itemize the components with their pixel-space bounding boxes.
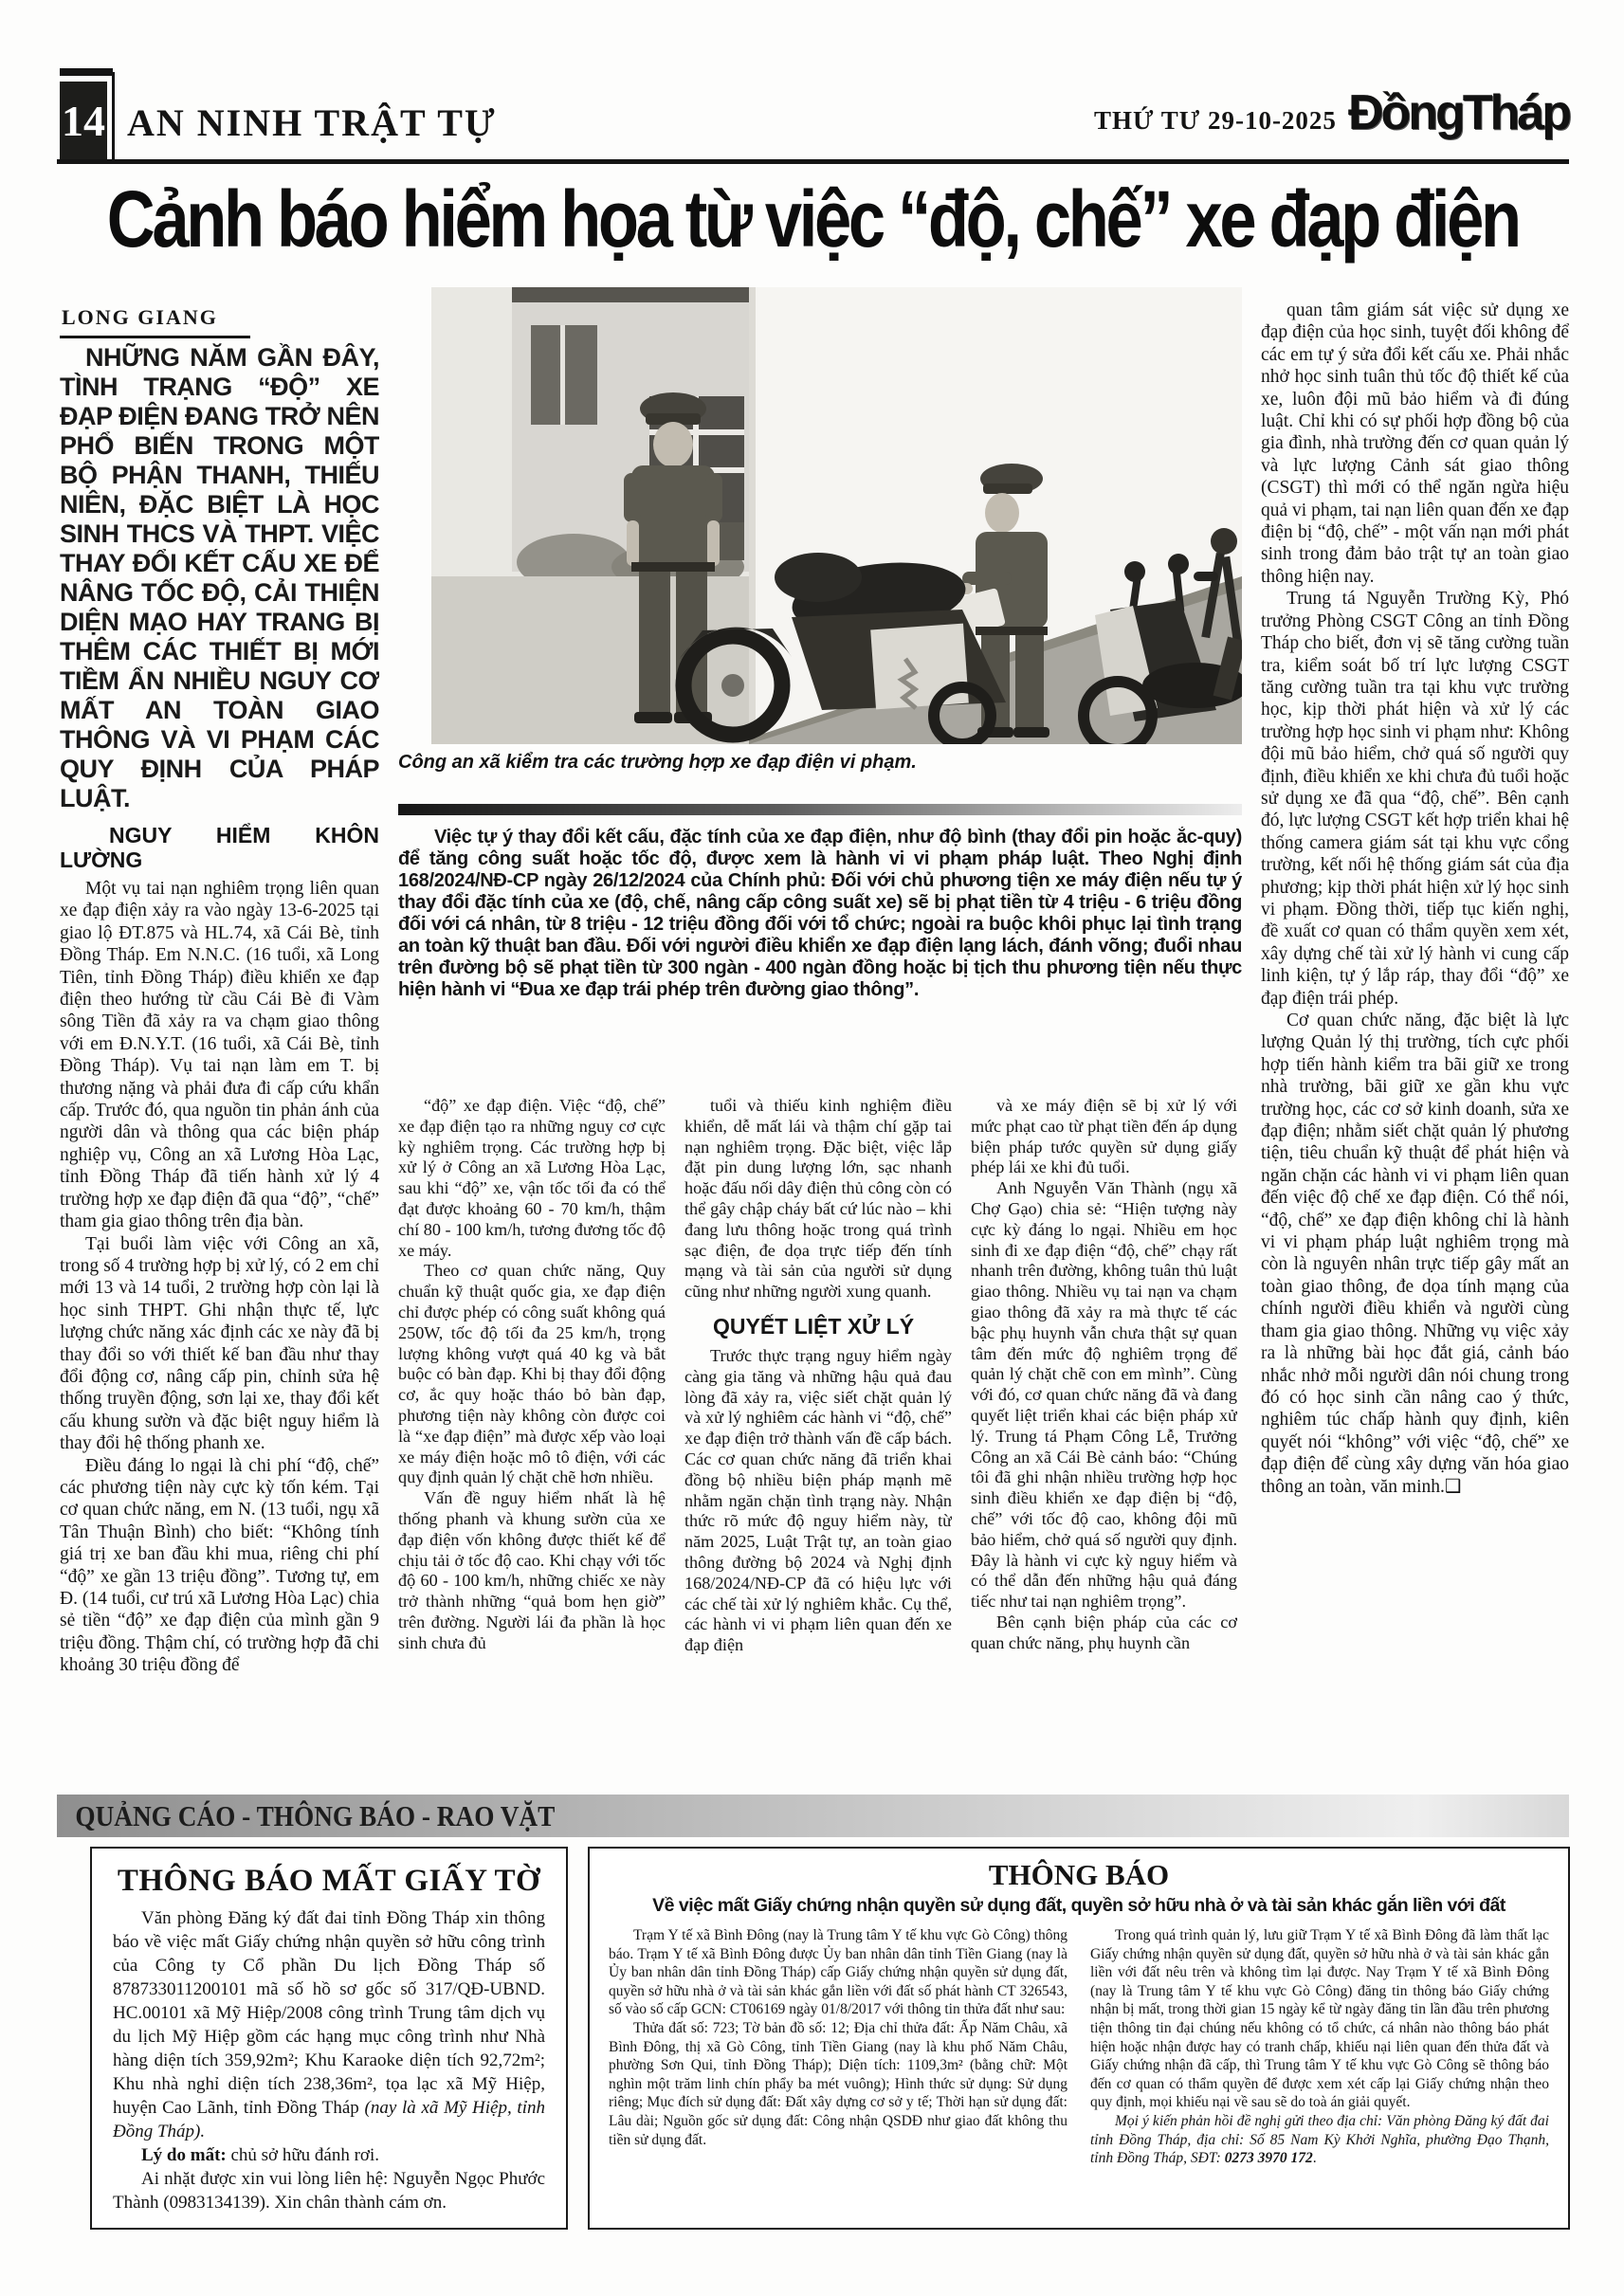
notice-paragraph: Ai nhặt được xin vui lòng liên hệ: Nguyễn Ngọc Phước Thành (0983134139). Xin chân thành cám ơn.: [113, 2169, 545, 2213]
notice-paragraph: Văn phòng Đăng ký đất đai tỉnh Đồng Tháp xin thông báo về việc mất Giấy chứng nhận quyền sở hữu công trình của Công ty Cổ phần Du lịch Đồng Tháp số 878733011200101 mã số hồ sơ gốc số 317/QĐ-UBND. HC.00101 xã Mỹ Hiệp/2008 công trình Trung tâm dịch vụ du lịch Mỹ Hiệp gồm các hạng mục công trình như Nhà hàng diện tích 359,92m²; Khu Karaoke diện tích 92,72m²; Khu nhà nghỉ diện tích 238,36m², tọa lạc xã Mỹ Hiệp, huyện Cao Lãnh, tỉnh Đồng Tháp (nay là xã Mỹ Hiệp, tỉnh Đồng Tháp).: [113, 1908, 545, 2141]
section-heading-1: NGUY HIỂM KHÔN LƯỜNG: [60, 823, 379, 872]
section-title: AN NINH TRẬT TỰ: [127, 101, 497, 144]
article-paragraph: Tại buổi làm việc với Công an xã, trong số 4 trường hợp bị xử lý, có 2 em chỉ mới 13 và 14 tuổi, 2 trường hợp còn lại là học sinh THPT. Ghi nhận thực tế, lực lượng chức năng xác định các xe này đã bị thay đổi so với thiết kế ban đầu như thay đổi động cơ, nâng cấp pin, chỉnh sửa hệ thống truyền động, sơn lại xe, thay đổi kết cấu khung sườn và đặc biệt nguy hiểm là thay đổi hệ thống phanh xe.: [60, 1233, 379, 1454]
page-number-box: 14: [60, 82, 107, 161]
notice2-subtitle: Về việc mất Giấy chứng nhận quyền sử dụng đất, quyền sở hữu nhà ở và tài sản khác gắn liền với đất: [652, 1895, 1505, 1916]
article-paragraph: Theo cơ quan chức năng, Quy chuẩn kỹ thuật quốc gia, xe đạp điện chỉ được phép có công suất không quá 250W, tốc độ tối đa 25 km/h, trọng lượng không vượt quá 40 kg và bắt buộc có bàn đạp. Khi bị thay đổi động cơ, ắc quy hoặc tháo bỏ bàn đạp, phương tiện này không còn được coi là “xe đạp điện” mà được xếp vào loại xe máy điện hoặc mô tô điện, với các quy định quản lý chặt chẽ hơn nhiều.: [398, 1261, 666, 1487]
notice-paragraph: Lý do mất: chủ sở hữu đánh rơi.: [141, 2145, 379, 2165]
article-headline: [57, 176, 1569, 292]
article-lead: NHỮNG NĂM GẦN ĐÂY, TÌNH TRẠNG “ĐỘ” XE ĐẠP ĐIỆN ĐANG TRỞ NÊN PHỔ BIẾN TRONG MỘT BỘ PHẬN THANH, THIẾU NIÊN, ĐẶC BIỆT LÀ HỌC SINH THCS VÀ THPT. VIỆC THAY ĐỔI KẾT CẤU XE ĐỂ NÂNG TỐC ĐỘ, CẢI THIỆN DIỆN MẠO HAY TRANG BỊ THÊM CÁC THIẾT BỊ MỚI TIỀM ẨN NHIỀU NGUY CƠ MẤT AN TOÀN GIAO THÔNG VÀ VI PHẠM CÁC QUY ĐỊNH CỦA PHÁP LUẬT.: [60, 343, 379, 812]
regulation-quote-block: [398, 827, 1242, 1086]
article-paragraph: Điều đáng lo ngại là chi phí “độ, chế” các phương tiện này cực kỳ tốn kém. Tại cơ quan chức năng, em N. (13 tuổi, ngụ xã Tân Thuận Bình) cho biết: “Không tính giá trị xe ban đầu khi mua, riêng chi phí “độ” xe gần 13 triệu đồng”. Tương tự, em Đ. (14 tuổi, cư trú xã Lương Hòa Lạc) chia sẻ tiền “độ” xe đạp điện của mình gần 9 triệu đồng. Thậm chí, có trường hợp đã chi khoảng 30 triệu đồng để: [60, 1455, 379, 1676]
article-paragraph: Trung tá Nguyễn Trường Kỳ, Phó trưởng Phòng CSGT Công an tỉnh Đồng Tháp cho biết, đơn vị sẽ tăng cường tuần tra, kiểm soát bố trí lực lượng CSGT tăng cường tuần tra tại khu vực trường học, kịp thời phát hiện và xử lý các trường hợp học sinh vi phạm như: Không đội mũ bảo hiểm, chở quá số người quy định, điều khiển xe khi chưa đủ tuổi hoặc sử dụng xe đã qua “độ, chế”. Bên cạnh đó, lực lượng CSGT kết hợp triển khai hệ thống camera giám sát tại khu vực cổng trường, kết nối hệ thống giám sát của địa phương; kịp thời phát hiện xử lý học sinh vi phạm. Đồng thời, tiếp tục kiến nghị, đề xuất cơ quan có thẩm quyền xem xét, xây dựng chế tài xử lý hành vi cung cấp linh kiện, tự ý lắp ráp, thay đổi “độ” xe đạp điện trái phép.: [1261, 589, 1569, 1009]
notice2-column-2: [1090, 1926, 1549, 2168]
notice-paragraph: Mọi ý kiến phản hồi đề nghị gửi theo địa chỉ: Văn phòng Đăng ký đất đai tỉnh Đồng Tháp, địa chỉ: Số 85 Nam Kỳ Khởi Nghĩa, phường Đạo Thạnh, tỉnh Đồng Tháp, SĐT: 0273 3970 172.: [1090, 2112, 1549, 2167]
notice2-columns: [590, 1926, 1568, 2168]
article-column-3: [684, 1096, 952, 1788]
article-column-2: [398, 1096, 666, 1788]
article-paragraph: tuổi và thiếu kinh nghiệm điều khiển, dễ mất lái và thậm chí gặp tai nạn nghiêm trọng. Đặc biệt, việc lắp đặt pin dung lượng lớn, sạc nhanh hoặc đấu nối dây điện thủ công còn có thể gây chập cháy bất cứ lúc nào – khi đang lưu thông hoặc trong quá trình sạc điện, đe dọa trực tiếp đến tính mạng và tài sản của người sử dụng cũng như những người xung quanh.: [684, 1096, 952, 1302]
article-paragraph: quan tâm giám sát việc sử dụng xe đạp điện của học sinh, tuyệt đối không để các em tự ý sửa đổi kết cấu xe. Phải nhắc nhở học sinh tuân thủ tốc độ thiết kế của xe, luôn đội mũ bảo hiểm và đi đúng luật. Chỉ khi có sự phối hợp đồng bộ của gia đình, nhà trường đến cơ quan quản lý và lực lượng Cảnh sát giao thông (CSGT) thì mới có thể ngăn ngừa hiệu quả vi phạm, tai nạn liên quan đến xe đạp điện bị “độ, chế” - một vấn nạn mới phát sinh trong đảm bảo trật tự an toàn giao thông hiện nay.: [1261, 301, 1569, 587]
article-photo: [431, 287, 1242, 744]
notice-lost-land-certificate: [588, 1847, 1570, 2230]
article-paragraph: Trước thực trạng nguy hiểm ngày càng gia tăng và những hậu quả đau lòng đã xảy ra, việc siết chặt quản lý và xử lý nghiêm các hành vi “độ, chế” xe đạp điện trở thành vấn đề cấp bách. Các cơ quan chức năng đã triển khai đồng bộ nhiều biện pháp mạnh mẽ nhằm ngăn chặn tình trạng này. Nhận thức rõ mức độ nguy hiểm này, từ năm 2025, Luật Trật tự, an toàn giao thông đường bộ 2024 và Nghị định 168/2024/NĐ-CP đã có hiệu lực với các chế tài xử lý nghiêm khắc. Cụ thể, các hành vi vi phạm liên quan đến xe đạp điện: [684, 1345, 952, 1655]
article-column-4: [971, 1096, 1237, 1788]
article-paragraph: Một vụ tai nạn nghiêm trọng liên quan xe đạp điện xảy ra vào ngày 13-6-2025 tại giao lộ ĐT.875 và HL.74, xã Cái Bè, tỉnh Đồng Tháp. Em N.N.C. (16 tuổi, xã Long Tiên, tỉnh Đồng Tháp) điều khiển xe đạp điện theo hướng từ cầu Cái Bè đi Vàm sông Tiền đã xảy ra va chạm giao thông với em Đ.N.Y.T. (16 tuổi, xã Cái Bè, tỉnh Đồng Tháp). Vụ tai nạn làm em T. bị thương nặng và phải đưa đi cấp cứu khẩn cấp. Trước đó, qua nguồn tin phản ánh của người dân và thông qua các biện pháp nghiệp vụ, Công an xã Lương Hòa Lạc, tỉnh Đồng Tháp đã tiến hành xử lý 4 trường hợp xe đạp điện đã qua “độ”, “chế” tham gia giao thông trên địa bàn.: [60, 879, 379, 1232]
article-paragraph: và xe máy điện sẽ bị xử lý với mức phạt cao từ phạt tiền đến áp dụng biện pháp tước quyền sử dụng giấy phép lái xe khi đủ tuổi.: [971, 1096, 1237, 1177]
notice1-body: [92, 1906, 566, 2214]
headline-text: Cảnh báo hiểm họa từ việc “độ, chế” xe đạp điện: [107, 174, 1519, 264]
article-paragraph: “độ” xe đạp điện. Việc “độ, chế” xe đạp điện tạo ra những nguy cơ cực kỳ nghiêm trọng. Các trường hợp bị xử lý ở Công an xã Lương Hòa Lạc, sau khi “độ” xe, vận tốc tối đa có thể đạt được khoảng 60 - 70 km/h, thậm chí 80 - 100 km/h, tương đương tốc độ xe máy.: [398, 1096, 666, 1260]
notice-paragraph: Thửa đất số: 723; Tờ bản đồ số: 12; Địa chỉ thửa đất: Ấp Năm Châu, xã Bình Đông, thị xã Gò Công, tỉnh Tiền Giang (nay là khu phố Năm Châu, phường Sơn Qui, tỉnh Đồng Tháp); Diện tích: 1109,3m² (bằng chữ: Một nghìn một trăm linh chín phẩy ba mét vuông); Hình thức sử dụng: Sử dụng riêng; Mục đích sử dụng đất: Đất xây dựng cơ sở y tế; Thời hạn sử dụng đất: Lâu dài; Nguồn gốc sử dụng đất: Công nhận QSDĐ như giao đất không thu tiền sử dụng đất.: [609, 2019, 1067, 2148]
masthead-vertical-rule: [112, 72, 115, 161]
issue-date: THỨ TƯ 29-10-2025: [1093, 106, 1337, 135]
newspaper-logo: ĐồngTháp: [1347, 85, 1569, 140]
article-paragraph: Cơ quan chức năng, đặc biệt là lực lượng Quản lý thị trường, tích cực phối hợp tiến hành kiểm tra bãi giữ xe trong nhà trường, bãi giữ xe gần khu vực trường học, các cơ sở kinh doanh, sửa xe đạp điện; nhằm siết chặt quản lý phương tiện, tiêu chuẩn kỹ thuật để phát hiện và ngăn chặn các hành vi vi phạm liên quan đến việc độ chế xe đạp điện. Có thể nói, “độ, chế” xe đạp điện không chỉ là hành vi vi phạm pháp luật nghiêm trọng mà còn là nguyên nhân trực tiếp gây mất an toàn giao thông, đe dọa tính mạng của chính người điều khiển và người cùng tham gia giao thông. Những vụ việc xảy ra là những bài học đắt giá, cảnh báo nhắc nhở mỗi người dân nói chung trong đó có học sinh cần nâng cao ý thức, nghiêm túc chấp hành quy định, kiên quyết nói “không” với việc “độ, chế” xe đạp điện để cùng xây dựng văn hóa giao thông an toàn, văn minh.❑: [1261, 1011, 1569, 1497]
byline: LONG GIANG: [60, 305, 250, 338]
article-column-1: [60, 343, 379, 1787]
quote-text: Việc tự ý thay đổi kết cấu, đặc tính của xe đạp điện, như độ bình (thay đổi pin hoặc ắc-quy) để tăng công suất hoặc tốc độ, được xem là hành vi vi phạm pháp luật. Theo Nghị định 168/2024/NĐ-CP ngày 26/12/2024 của Chính phủ: Đối với chủ phương tiện xe máy điện nếu tự ý thay đổi đặc tính của xe (độ, chế, nâng cấp công suất xe) sẽ bị phạt tiền từ 4 triệu - 6 triệu đồng đối với cá nhân, từ 8 triệu - 12 triệu đồng đối với tổ chức; ngoài ra buộc khôi phục lại tình trạng an toàn kỹ thuật ban đầu. Đối với người điều khiển xe đạp điện lạng lách, đánh võng; đuổi nhau trên đường bộ sẽ phạt tiền từ 300 ngàn - 400 ngàn đồng hoặc bị tịch thu phương tiện nếu thực hiện hành vi “Đua xe đạp trái phép trên đường giao thông”.: [398, 827, 1242, 1000]
notice2-column-1: [609, 1926, 1067, 2168]
ads-section-bar: [57, 1795, 1569, 1837]
section-heading-2: QUYẾT LIỆT XỬ LÝ: [713, 1313, 915, 1339]
ads-section-title: QUẢNG CÁO - THÔNG BÁO - RAO VẶT: [75, 1798, 556, 1832]
article-paragraph: Vấn đề nguy hiểm nhất là hệ thống phanh và khung sườn của xe đạp điện vốn không được thiết kế để chịu tải ở tốc độ cao. Khi chạy với tốc độ 60 - 100 km/h, những chiếc xe này trở thành những “quả bom hẹn giờ” trên đường. Người lái đa phần là học sinh chưa đủ: [398, 1488, 666, 1652]
quote-divider-rule: [398, 804, 1242, 815]
photo-caption: Công an xã kiểm tra các trường hợp xe đạp điện vi phạm.: [398, 752, 917, 773]
article-paragraph: Anh Nguyễn Văn Thành (ngụ xã Chợ Gạo) chia sẻ: “Hiện tượng này cực kỳ đáng lo ngại. Nhiều em học sinh đi xe đạp điện “độ, chế” chạy rất nhanh trên đường, không tuân thủ luật giao thông. Nhiều vụ tai nạn va chạm giao thông đã xảy ra mà thực tế các bậc phụ huynh vẫn chưa thật sự quan tâm đến mức độ nghiêm trọng để quản lý chặt chẽ con em mình”. Cùng với đó, cơ quan chức năng đã và đang quyết liệt triển khai các biện pháp xử lý. Trung tá Phạm Công Lễ, Trưởng Công an xã Cái Bè cảnh báo: “Chúng tôi đã ghi nhận nhiều trường hợp học sinh điều khiển xe đạp điện bị “độ, chế” với tốc độ cao, không đội mũ bảo hiểm, chở quá số người quy định. Đây là hành vi cực kỳ nguy hiểm và có thể dẫn đến những hậu quả đáng tiếc như tai nạn nghiêm trọng”.: [971, 1178, 1237, 1612]
notice-paragraph: Trong quá trình quản lý, lưu giữ Trạm Y tế xã Bình Đông đã làm thất lạc Giấy chứng nhận quyền sử dụng đất, quyền sở hữu nhà ở và tài sản khác gắn liền với đất nêu trên và không tìm lại được. Nay Trạm Y tế xã Bình Đông (nay là Trung tâm Y tế khu vực Gò Công) đăng tin thông báo Giấy chứng nhận bị mất, trong thời gian 15 ngày kể từ ngày đăng tin lần đầu trên phương tiện thông tin đại chúng nếu không có tổ chức, cá nhân nào thông báo phát hiện hoặc nhận được hay có tranh chấp, khiếu nại liên quan đến thửa đất và Giấy chứng nhận đã cấp, thì Trung tâm Y tế khu vực Gò Công sẽ thông báo đến cơ quan có thẩm quyền để được xem xét cấp lại Giấy chứng nhận theo quy định, mọi khiếu nại về sau sẽ do toà án giải quyết.: [1090, 1927, 1549, 2111]
notice-lost-papers: [90, 1847, 568, 2230]
article-column-5: [1261, 300, 1569, 1788]
masthead-rule: [57, 159, 1569, 164]
masthead-right: [1093, 85, 1569, 140]
masthead-top-tick: [60, 68, 113, 76]
notice2-title: THÔNG BÁO: [988, 1858, 1170, 1891]
notice1-title: THÔNG BÁO MẤT GIẤY TỜ: [117, 1864, 541, 1898]
notice-paragraph: Trạm Y tế xã Bình Đông (nay là Trung tâm Y tế khu vực Gò Công) thông báo. Trạm Y tế xã Bình Đông được Ủy ban nhân dân tỉnh Tiền Giang (nay là Ủy ban nhân dân tỉnh Đồng Tháp) cấp Giấy chứng nhận quyền sử dụng đất, quyền sở hữu nhà ở và tài sản khác gắn liền với đất số phát hành CT 326543, số vào số cấp GCN: CT06169 ngày 01/8/2017 với thông tin thửa đất như sau:: [609, 1927, 1067, 2018]
article-paragraph: Bên cạnh biện pháp của các cơ quan chức năng, phụ huynh cần: [971, 1612, 1237, 1652]
